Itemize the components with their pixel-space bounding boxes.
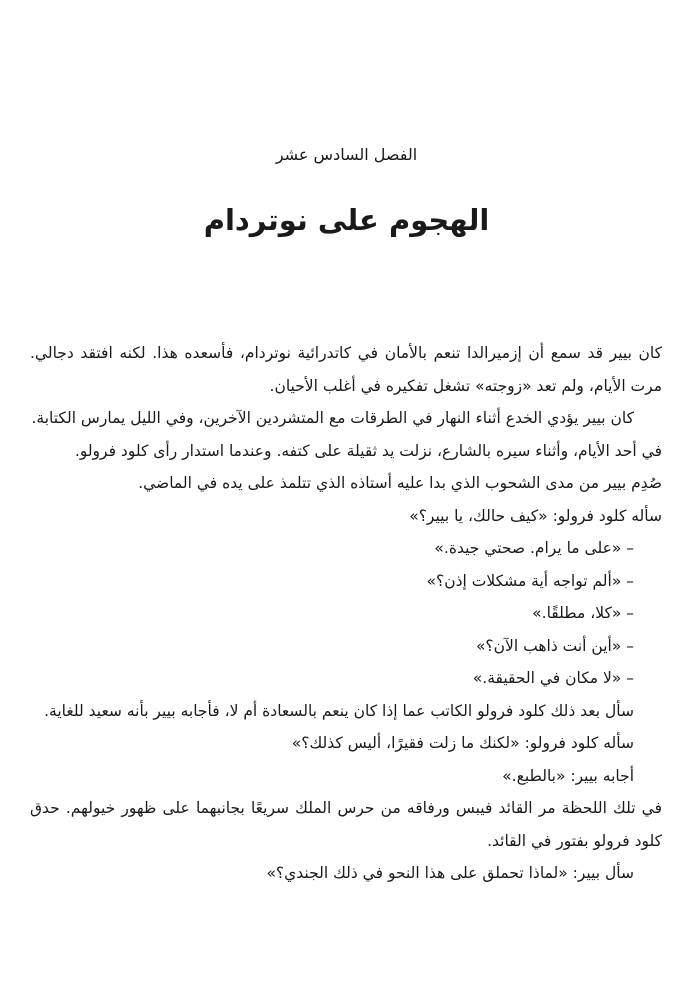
dialogue-line: – «أين أنت ذاهب الآن؟» — [475, 636, 634, 655]
dialogue-line: – «كلا، مطلقًا.» — [532, 604, 634, 622]
paragraph: في تلك اللحظة مر القائد فيبس ورفاقه من حرس الملك سريعًا بجانبهما على ظهور خيولهم. حدق كلود فرولو بفتور في القائد. — [30, 799, 662, 850]
chapter-label: الفصل السادس عشر — [275, 145, 418, 164]
paragraph: سأل بعد ذلك كلود فرولو الكاتب عما إذا كان ينعم بالسعادة أم لا، فأجابه بيير بأنه سعيد للغاية. — [44, 701, 634, 720]
paragraph: سأله كلود فرولو: «كيف حالك، يا بيير؟» — [409, 506, 662, 525]
paragraph: صُدِم بيير من مدى الشحوب الذي بدا عليه أستاذه الذي تتلمذ على يده في الماضي. — [138, 474, 662, 492]
paragraph: كان بيير يؤدي الخدع أثناء النهار في الطرقات مع المتشردين الآخرين، وفي الليل يمارس الكتابة. — [31, 409, 634, 427]
dialogue-line: – «على ما يرام. صحتي جيدة.» — [434, 539, 634, 557]
paragraph: كان بيير قد سمع أن إزميرالدا تنعم بالأمان في كاتدرائية نوتردام، فأسعده هذا. لكنه افتقد دجالي. مرت الأيام، ولم تعد «زوجته» تشغل تفكيره في أغلب الأحيان. — [30, 344, 662, 395]
chapter-body — [30, 337, 662, 890]
dialogue-line: – «لا مكان في الحقيقة.» — [472, 669, 634, 687]
dialogue-line: – «ألم تواجه أية مشكلات إذن؟» — [426, 571, 634, 590]
paragraph: سأله كلود فرولو: «لكنك ما زلت فقيرًا، أليس كذلك؟» — [291, 734, 634, 752]
paragraph: في أحد الأيام، وأثناء سيره بالشارع، نزلت يد ثقيلة على كتفه. وعندما استدار رأى كلود فرولو. — [74, 441, 662, 460]
paragraph: سأل بيير: «لماذا تحملق على هذا النحو في ذلك الجندي؟» — [266, 864, 634, 882]
chapter-title: الهجوم على نوتردام — [203, 203, 490, 237]
paragraph: أجابه بيير: «بالطبع.» — [502, 766, 634, 785]
